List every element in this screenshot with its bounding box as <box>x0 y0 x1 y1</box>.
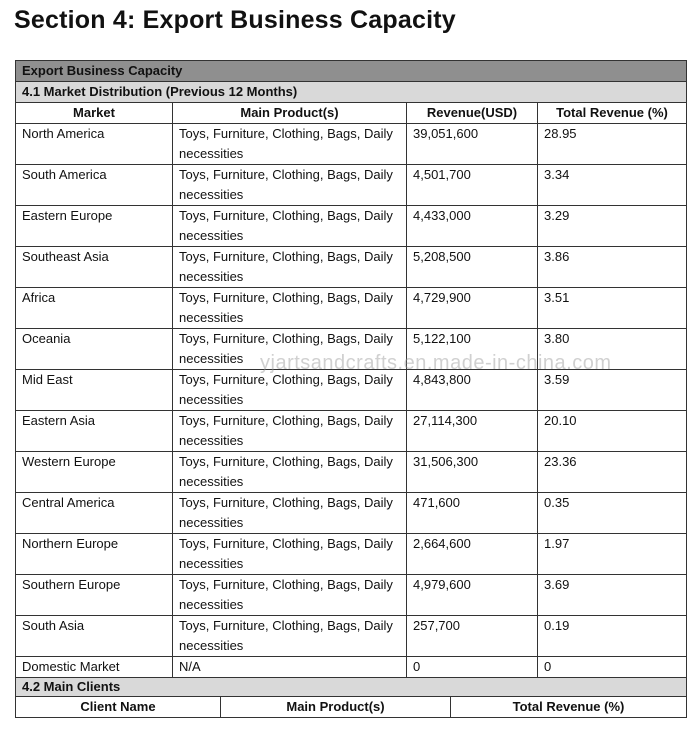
percent-cell: 3.29 <box>538 206 687 247</box>
table-row <box>16 206 687 247</box>
table-row <box>16 288 687 329</box>
market-cell: Northern Europe <box>16 534 173 575</box>
revenue-cell: 4,501,700 <box>407 165 538 206</box>
percent-cell: 1.97 <box>538 534 687 575</box>
percent-cell: 28.95 <box>538 124 687 165</box>
revenue-cell: 5,122,100 <box>407 329 538 370</box>
market-cell: South America <box>16 165 173 206</box>
revenue-cell: 27,114,300 <box>407 411 538 452</box>
percent-cell: 20.10 <box>538 411 687 452</box>
products-cell: Toys, Furniture, Clothing, Bags, Daily necessities <box>173 124 407 165</box>
percent-cell: 0 <box>538 657 687 678</box>
market-cell: Central America <box>16 493 173 534</box>
revenue-cell: 4,843,800 <box>407 370 538 411</box>
revenue-cell: 4,729,900 <box>407 288 538 329</box>
percent-cell: 3.86 <box>538 247 687 288</box>
table-row <box>16 370 687 411</box>
subsection-header-row <box>16 82 687 103</box>
products-cell: Toys, Furniture, Clothing, Bags, Daily necessities <box>173 165 407 206</box>
market-cell: Eastern Europe <box>16 206 173 247</box>
products-cell: Toys, Furniture, Clothing, Bags, Daily necessities <box>173 206 407 247</box>
main-clients-header-row <box>16 697 687 718</box>
products-cell: Toys, Furniture, Clothing, Bags, Daily necessities <box>173 411 407 452</box>
column-header-client-percent: Total Revenue (%) <box>451 697 687 718</box>
table-row <box>16 452 687 493</box>
market-cell: Africa <box>16 288 173 329</box>
main-clients-title-row <box>16 678 687 697</box>
revenue-cell: 2,664,600 <box>407 534 538 575</box>
products-cell: Toys, Furniture, Clothing, Bags, Daily necessities <box>173 616 407 657</box>
products-cell: N/A <box>173 657 407 678</box>
section-header: Export Business Capacity <box>16 61 687 82</box>
market-distribution-title: 4.1 Market Distribution (Previous 12 Months) <box>16 82 687 103</box>
table-row <box>16 493 687 534</box>
table-row <box>16 616 687 657</box>
products-cell: Toys, Furniture, Clothing, Bags, Daily necessities <box>173 493 407 534</box>
market-cell: Southeast Asia <box>16 247 173 288</box>
market-cell: Eastern Asia <box>16 411 173 452</box>
main-clients-table <box>15 677 687 718</box>
revenue-cell: 39,051,600 <box>407 124 538 165</box>
percent-cell: 23.36 <box>538 452 687 493</box>
percent-cell: 3.34 <box>538 165 687 206</box>
table-row <box>16 329 687 370</box>
page-title: Section 4: Export Business Capacity <box>14 6 456 34</box>
revenue-cell: 471,600 <box>407 493 538 534</box>
products-cell: Toys, Furniture, Clothing, Bags, Daily necessities <box>173 452 407 493</box>
column-header-percent: Total Revenue (%) <box>538 103 687 124</box>
market-distribution-table <box>15 60 687 678</box>
market-cell: Oceania <box>16 329 173 370</box>
table-row <box>16 657 687 678</box>
market-cell: Western Europe <box>16 452 173 493</box>
main-clients-title: 4.2 Main Clients <box>16 678 687 697</box>
market-cell: Mid East <box>16 370 173 411</box>
table-row <box>16 534 687 575</box>
revenue-cell: 5,208,500 <box>407 247 538 288</box>
products-cell: Toys, Furniture, Clothing, Bags, Daily necessities <box>173 370 407 411</box>
market-cell: North America <box>16 124 173 165</box>
market-cell: Southern Europe <box>16 575 173 616</box>
table-row <box>16 247 687 288</box>
column-header-revenue: Revenue(USD) <box>407 103 538 124</box>
market-cell: South Asia <box>16 616 173 657</box>
table-row <box>16 124 687 165</box>
section-header-row <box>16 61 687 82</box>
percent-cell: 3.69 <box>538 575 687 616</box>
revenue-cell: 4,433,000 <box>407 206 538 247</box>
products-cell: Toys, Furniture, Clothing, Bags, Daily necessities <box>173 575 407 616</box>
column-header-row <box>16 103 687 124</box>
column-header-client-name: Client Name <box>16 697 221 718</box>
column-header-products: Main Product(s) <box>173 103 407 124</box>
products-cell: Toys, Furniture, Clothing, Bags, Daily necessities <box>173 329 407 370</box>
percent-cell: 3.80 <box>538 329 687 370</box>
table-row <box>16 165 687 206</box>
table-row <box>16 575 687 616</box>
products-cell: Toys, Furniture, Clothing, Bags, Daily necessities <box>173 534 407 575</box>
percent-cell: 3.59 <box>538 370 687 411</box>
revenue-cell: 4,979,600 <box>407 575 538 616</box>
percent-cell: 3.51 <box>538 288 687 329</box>
table-row <box>16 411 687 452</box>
revenue-cell: 257,700 <box>407 616 538 657</box>
watermark: yjartsandcrafts.en.made-in-china.com <box>260 352 612 374</box>
revenue-cell: 0 <box>407 657 538 678</box>
market-cell: Domestic Market <box>16 657 173 678</box>
column-header-market: Market <box>16 103 173 124</box>
products-cell: Toys, Furniture, Clothing, Bags, Daily necessities <box>173 247 407 288</box>
column-header-client-products: Main Product(s) <box>221 697 451 718</box>
revenue-cell: 31,506,300 <box>407 452 538 493</box>
percent-cell: 0.35 <box>538 493 687 534</box>
products-cell: Toys, Furniture, Clothing, Bags, Daily necessities <box>173 288 407 329</box>
percent-cell: 0.19 <box>538 616 687 657</box>
